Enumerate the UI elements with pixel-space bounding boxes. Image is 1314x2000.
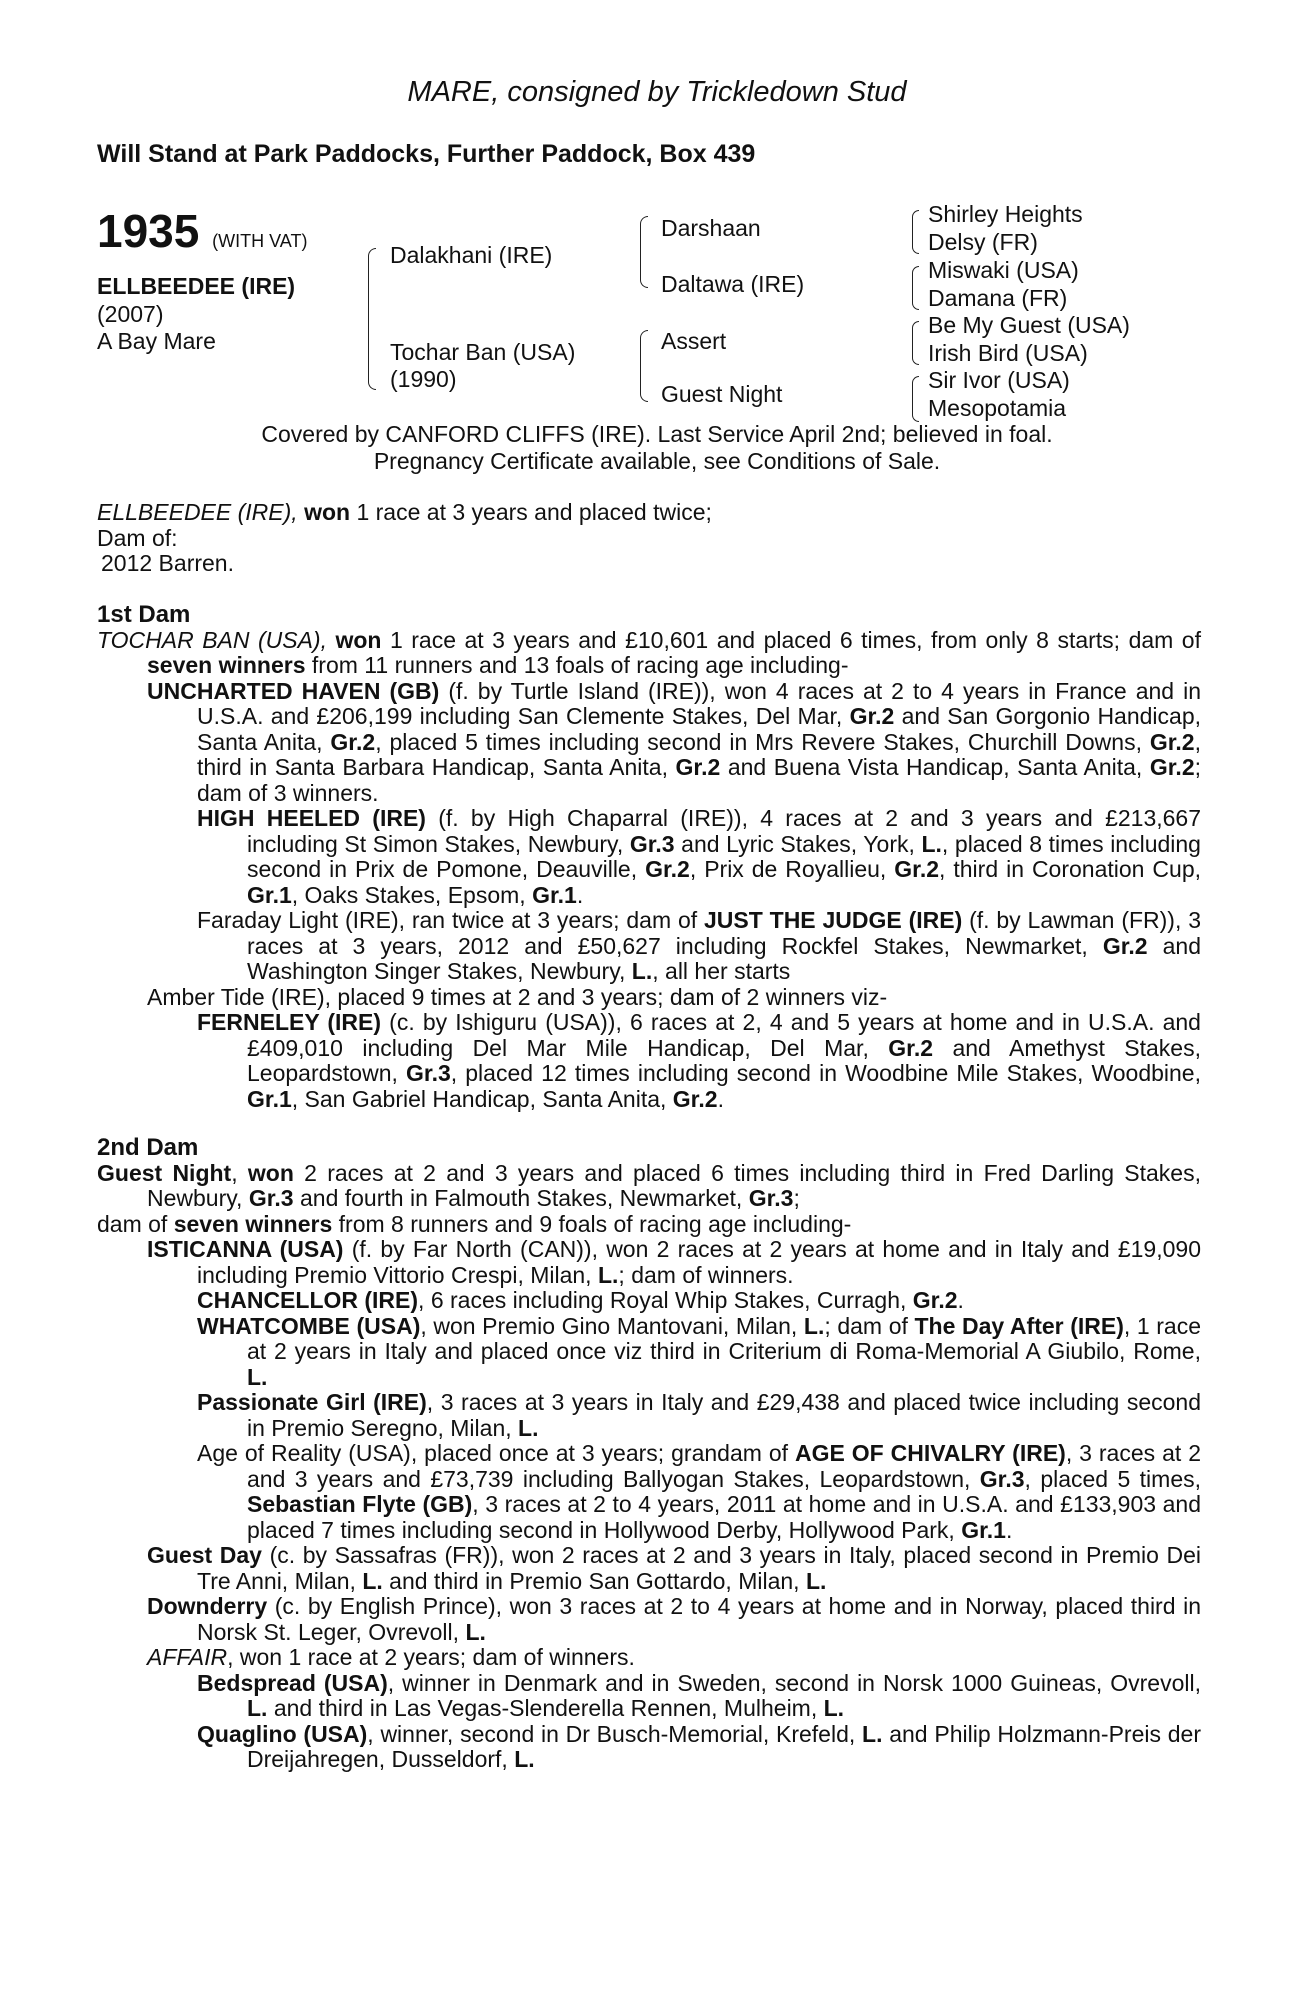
vat-note: (WITH VAT) <box>212 231 308 251</box>
lot-number-value: 1935 <box>97 205 200 257</box>
sire-dam-dam: Damana (FR) <box>928 285 1068 311</box>
produce-high-heeled: HIGH HEELED (IRE) (f. by High Chaparral (IRE)), 4 races at 2 and 3 years and £213,667 including St Simon Stakes, Newbury, Gr.3 and Lyric Stakes, York, L., placed 8 times including second in Prix de Pomone, Deauville, Gr.2, Prix de Royallieu, Gr.2, third in Coronation Cup, Gr.1, Oaks Stakes, Epsom, Gr.1. <box>197 805 1202 908</box>
produce-bedspread: Bedspread (USA), winner in Denmark and in Sweden, second in Norsk 1000 Guineas, Ovrevoll, L. and third in Las Vegas-Slenderella Rennen, Mulheim, L. <box>197 1669 1201 1721</box>
pedigree-bracket-3a <box>912 210 919 254</box>
mare-record: ELLBEEDEE (IRE), won 1 race at 3 years and placed twice; Dam of: 2012 Barren. <box>97 500 1201 577</box>
dam-year: (1990) <box>390 366 457 392</box>
pedigree-bracket-dam <box>640 330 648 402</box>
sire: Dalakhani (IRE) <box>390 242 553 268</box>
pedigree-bracket-3d <box>912 376 919 422</box>
pedigree-bracket-main <box>368 248 376 390</box>
covered-note <box>0 421 1314 475</box>
dam-sire: Assert <box>661 328 727 354</box>
produce-passionate-girl: Passionate Girl (IRE), 3 races at 3 years in Italy and £29,438 and placed twice including second in Premio Seregno, Milan, L. <box>197 1389 1201 1441</box>
dam-sire-sire: Be My Guest (USA) <box>928 312 1130 338</box>
horse-year: (2007) <box>97 301 164 327</box>
produce-faraday-light: Faraday Light (IRE), ran twice at 3 years; dam of JUST THE JUDGE (IRE) (f. by Lawman (FR)), 3 races at 3 years, 2012 and £50,627 including Rockfel Stakes, Newmarket, Gr.2 and Washington Singer Stakes, Newbury, L., all her starts <box>197 907 1202 984</box>
first-dam-heading: 1st Dam <box>97 601 191 628</box>
page-title: MARE, consigned by Trickledown Stud <box>407 76 907 108</box>
dam-dam: Guest Night <box>661 381 783 407</box>
produce-whatcombe: WHATCOMBE (USA), won Premio Gino Mantovani, Milan, L.; dam of The Day After (IRE), 1 race at 2 years in Italy and placed once viz third in Criterium di Roma-Memorial A Giubilo, Rome, L. <box>197 1312 1202 1390</box>
sire-sire: Darshaan <box>661 215 761 241</box>
lot-number <box>97 206 307 266</box>
sire-sire-dam: Delsy (FR) <box>928 229 1038 255</box>
pedigree-bracket-3c <box>912 321 919 365</box>
dam-dam-sire: Sir Ivor (USA) <box>928 367 1070 393</box>
sire-dam: Daltawa (IRE) <box>661 271 805 297</box>
covered-line-2: Pregnancy Certificate available, see Conditions of Sale. <box>373 448 941 474</box>
first-dam-intro: TOCHAR BAN (USA), won 1 race at 3 years and £10,601 and placed 6 times, from only 8 starts; dam of seven winners from 11 runners and 13 foals of racing age including- <box>97 626 1201 678</box>
produce-isticanna: ISTICANNA (USA) (f. by Far North (CAN)), won 2 races at 2 years at home and in Italy and £19,090 including Premio Vittorio Crespi, Milan, L.; dam of winners. <box>147 1236 1201 1288</box>
produce-guest-day: Guest Day (c. by Sassafras (FR)), won 2 races at 2 and 3 years in Italy, placed second in Premio Dei Tre Anni, Milan, L. and third in Premio San Gottardo, Milan, L. <box>147 1542 1201 1594</box>
horse-description: A Bay Mare <box>97 328 216 354</box>
produce-quaglino: Quaglino (USA), winner, second in Dr Busch-Memorial, Krefeld, L. and Philip Holzmann-Preis der Dreijahregen, Dusseldorf, L. <box>197 1720 1201 1772</box>
second-dam-intro: Guest Night, won 2 races at 2 and 3 years and placed 6 times including third in Fred Darling Stakes, Newbury, Gr.3 and fourth in Falmouth Stakes, Newmarket, Gr.3; <box>97 1159 1201 1211</box>
mare-name: ELLBEEDEE (IRE), <box>97 499 298 525</box>
produce-amber-tide: Amber Tide (IRE), placed 9 times at 2 and 3 years; dam of 2 winners viz- <box>147 983 888 1010</box>
produce-chancellor: CHANCELLOR (IRE), 6 races including Royal Whip Stakes, Curragh, Gr.2. <box>197 1287 964 1313</box>
dam: Tochar Ban (USA) <box>390 339 576 365</box>
sire-sire-sire: Shirley Heights <box>928 201 1083 227</box>
pedigree-bracket-sire <box>640 216 648 288</box>
pedigree-bracket-3b <box>912 266 919 310</box>
produce-downderry: Downderry (c. by English Prince), won 3 races at 2 to 4 years at home and in Norway, placed third in Norsk St. Leger, Ovrevoll, L. <box>147 1593 1201 1645</box>
produce-affair: AFFAIR, won 1 race at 2 years; dam of winners. <box>147 1644 635 1670</box>
dam-sire-dam: Irish Bird (USA) <box>928 340 1088 366</box>
second-dam-heading: 2nd Dam <box>97 1134 199 1161</box>
dam-dam-dam: Mesopotamia <box>928 395 1067 421</box>
second-dam-section <box>97 1135 1201 1773</box>
stand-location: Will Stand at Park Paddocks, Further Paddock, Box 439 <box>97 140 756 168</box>
covered-line-1: Covered by CANFORD CLIFFS (IRE). Last Service April 2nd; believed in foal. <box>261 421 1053 447</box>
produce-2012: 2012 Barren. <box>101 550 234 576</box>
dam-of-label: Dam of: <box>97 524 178 551</box>
produce-ferneley: FERNELEY (IRE) (c. by Ishiguru (USA)), 6 races at 2, 4 and 5 years at home and in U.S.A. and £409,010 including Del Mar Mile Handicap, Del Mar, Gr.2 and Amethyst Stakes, Leopardstown, Gr.3, placed 12 times including second in Woodbine Mile Stakes, Woodbine, Gr.1, San Gabriel Handicap, Santa Anita, Gr.2. <box>197 1009 1201 1112</box>
horse-name: ELLBEEDEE (IRE) <box>97 273 296 299</box>
first-dam-section <box>97 602 1201 1112</box>
second-dam-damof: dam of seven winners from 8 runners and 9 foals of racing age including- <box>97 1210 852 1237</box>
sire-dam-sire: Miswaki (USA) <box>928 257 1079 283</box>
produce-uncharted-haven: UNCHARTED HAVEN (GB) (f. by Turtle Island (IRE)), won 4 races at 2 to 4 years in France and in U.S.A. and £206,199 including San Clemente Stakes, Del Mar, Gr.2 and San Gorgonio Handicap, Santa Anita, Gr.2, placed 5 times including second in Mrs Revere Stakes, Churchill Downs, Gr.2, third in Santa Barbara Handicap, Santa Anita, Gr.2 and Buena Vista Handicap, Santa Anita, Gr.2; dam of 3 winners. <box>147 677 1202 806</box>
produce-age-of-reality: Age of Reality (USA), placed once at 3 years; grandam of AGE OF CHIVALRY (IRE), 3 races at 2 and 3 years and £73,739 including Ballyogan Stakes, Leopardstown, Gr.3, placed 5 times, Sebastian Flyte (GB), 3 races at 2 to 4 years, 2011 at home and in U.S.A. and £133,903 and placed 7 times including second in Hollywood Derby, Hollywood Park, Gr.1. <box>197 1440 1202 1543</box>
